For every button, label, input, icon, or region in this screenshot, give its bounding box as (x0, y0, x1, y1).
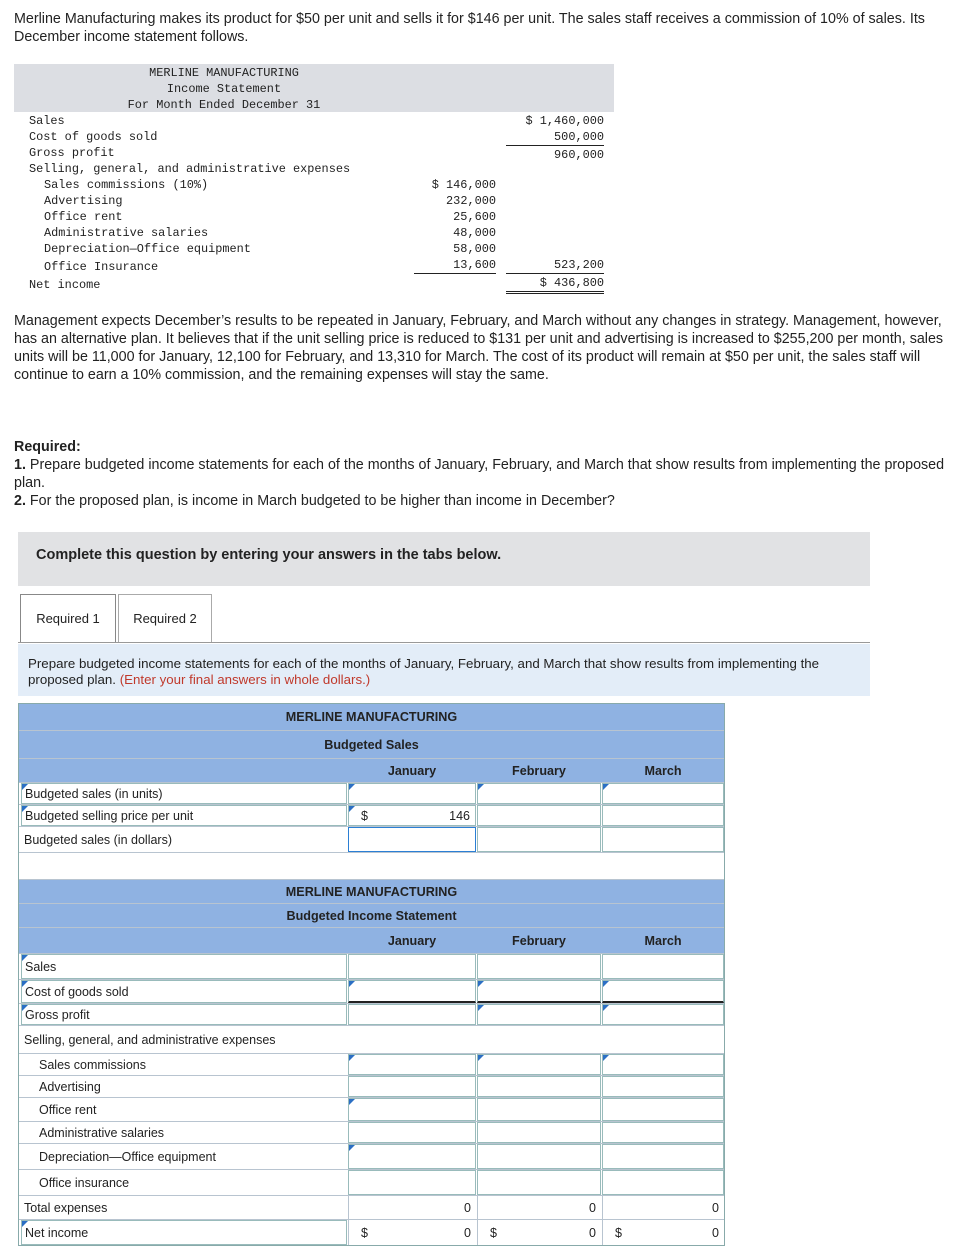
december-income-statement (14, 64, 614, 296)
flag-marker (22, 806, 28, 812)
instruction-note: (Enter your final answers in whole dollars.) (119, 672, 371, 687)
row-label (21, 1122, 347, 1143)
units-march-input[interactable] (602, 783, 724, 804)
currency-symbol: $ (615, 1225, 622, 1240)
q2-number: 2. (14, 493, 26, 509)
price-january-value: 146 (449, 808, 470, 823)
stmt-cogs-label: Cost of goods sold (29, 130, 158, 144)
cogs-january-input[interactable] (348, 980, 476, 1003)
stmt-exp-value: 13,600 (414, 258, 496, 274)
stmt-exp-value: 58,000 (453, 242, 496, 256)
flag-marker (22, 981, 28, 987)
row-label (21, 1026, 347, 1053)
row-label-text: Gross profit (25, 1007, 90, 1022)
total-march-value: 0 (602, 1196, 724, 1219)
insurance-january-input[interactable] (348, 1170, 476, 1195)
row-label-text: Sales commissions (39, 1057, 146, 1072)
salaries-march-input[interactable] (602, 1122, 724, 1143)
row-label-text: Cost of goods sold (25, 984, 129, 999)
row-label-text: Depreciation—Office equipment (39, 1149, 216, 1164)
flag-marker (603, 981, 609, 987)
flag-marker (22, 955, 28, 961)
stmt-exp-value: 232,000 (446, 194, 496, 208)
sales-dollars-february-input[interactable] (477, 827, 601, 852)
table-row (19, 1075, 724, 1097)
row-label-text: Selling, general, and administrative expenses (24, 1032, 276, 1047)
table-row (19, 1053, 724, 1075)
row-label-text: Administrative salaries (39, 1125, 165, 1140)
row-label (21, 1098, 347, 1121)
stmt-exp-label: Office Insurance (44, 260, 159, 274)
flag-marker (22, 1221, 28, 1227)
table-row (19, 1097, 724, 1121)
advertising-january-input[interactable] (348, 1076, 476, 1097)
ni-january-number: 0 (464, 1225, 471, 1240)
statement-company: MERLINE MANUFACTURING (149, 66, 299, 80)
depreciation-january-input[interactable] (348, 1144, 476, 1169)
month-january: January (387, 763, 437, 778)
q1-number: 1. (14, 457, 26, 473)
row-label (21, 1076, 347, 1097)
stmt-exp-label: Office rent (44, 210, 123, 224)
price-february-input[interactable] (477, 805, 601, 826)
month-february: February (512, 933, 566, 948)
income-table-title: Budgeted Income Statement (19, 903, 724, 927)
rent-march-input[interactable] (602, 1098, 724, 1121)
flag-marker (603, 1005, 609, 1011)
commissions-march-input[interactable] (602, 1054, 724, 1075)
rent-january-input[interactable] (348, 1098, 476, 1121)
tab-required-2[interactable]: Required 2 (118, 594, 212, 642)
ni-february-value (477, 1220, 601, 1245)
flag-marker (349, 806, 355, 812)
tab-divider (18, 642, 870, 643)
stmt-gp-label: Gross profit (29, 146, 115, 160)
row-label (21, 1170, 347, 1195)
row-label (21, 1004, 347, 1025)
stmt-sales-label: Sales (29, 114, 65, 128)
flag-marker (603, 1055, 609, 1061)
stmt-exp-label: Depreciation—Office equipment (44, 242, 251, 256)
q1-text: Prepare budgeted income statements for each of the months of January, February, and March that show results from implementing the proposed plan. (14, 457, 945, 491)
sales-table-title: Budgeted Sales (19, 730, 724, 758)
complete-banner (18, 532, 870, 586)
gp-february-input[interactable] (477, 1004, 601, 1025)
month-march: March (644, 933, 682, 948)
management-text: Management expects December’s results to be repeated in January, February, and March without any changes in strategy. Management, however, has an alternative plan. It believes that if the unit selling price is reduced to $131 per unit and advertising is increased to $255,200 per month, sales units will be 11,000 for January, 12,100 for February, and 13,310 for March. The cost of its product will remain at $50 per unit, the sales staff will continue to earn a 10% commission, and the remaining expenses will stay the same. (14, 313, 944, 383)
flag-marker (349, 784, 355, 790)
month-february: February (512, 763, 566, 778)
stmt-ni-value: $ 436,800 (506, 276, 604, 294)
row-label-text: Net income (25, 1225, 89, 1240)
table-row (19, 953, 724, 979)
flag-marker (478, 981, 484, 987)
sales-table-month-header (19, 758, 724, 782)
budgeted-income-table (18, 879, 725, 1246)
salaries-february-input[interactable] (477, 1122, 601, 1143)
row-label (21, 1144, 347, 1169)
table-row (19, 1121, 724, 1143)
advertising-february-input[interactable] (477, 1076, 601, 1097)
instruction-box (18, 644, 870, 696)
instruction-text (28, 656, 858, 688)
income-table-company: MERLINE MANUFACTURING (19, 879, 724, 903)
ni-march-value (602, 1220, 724, 1245)
sales-table-company: MERLINE MANUFACTURING (19, 704, 724, 730)
row-label-text: Office insurance (39, 1175, 130, 1190)
row-label (21, 954, 347, 979)
commissions-february-input[interactable] (477, 1054, 601, 1075)
stmt-exp-label: Sales commissions (10%) (44, 178, 209, 192)
total-january-value: 0 (348, 1196, 476, 1219)
stmt-exp-value: 25,600 (453, 210, 496, 224)
currency-symbol: $ (490, 1225, 497, 1240)
flag-marker (22, 784, 28, 790)
currency-symbol: $ (361, 1225, 368, 1240)
flag-marker (22, 1005, 28, 1011)
insurance-february-input[interactable] (477, 1170, 601, 1195)
month-january: January (387, 933, 437, 948)
gp-january-input[interactable] (348, 1004, 476, 1025)
price-january-input[interactable] (348, 805, 476, 826)
cogs-march-input[interactable] (602, 980, 724, 1003)
flag-marker (478, 1055, 484, 1061)
ni-march-number: 0 (712, 1225, 719, 1240)
stmt-sales-value: $ 1,460,000 (525, 114, 604, 128)
units-february-input[interactable] (477, 783, 601, 804)
stmt-gp-value: 960,000 (554, 148, 604, 162)
row-label-text: Total expenses (24, 1200, 108, 1215)
flag-marker (349, 981, 355, 987)
required-q2 (14, 492, 949, 510)
rent-february-input[interactable] (477, 1098, 601, 1121)
required-q1 (14, 456, 949, 492)
table-row (19, 1195, 724, 1219)
sales-march-input[interactable] (602, 954, 724, 979)
tab-required-1[interactable]: Required 1 (20, 594, 116, 642)
commissions-january-input[interactable] (348, 1054, 476, 1075)
table-row (19, 1025, 724, 1053)
stmt-total-expenses: 523,200 (506, 258, 604, 274)
flag-marker (478, 784, 484, 790)
row-label-text: Budgeted selling price per unit (25, 808, 194, 823)
table-row (19, 1169, 724, 1195)
budgeted-sales-table (18, 703, 725, 881)
advertising-march-input[interactable] (602, 1076, 724, 1097)
cogs-february-input[interactable] (477, 980, 601, 1003)
insurance-march-input[interactable] (602, 1170, 724, 1195)
flag-marker (603, 784, 609, 790)
stmt-exp-value: 48,000 (453, 226, 496, 240)
total-february-value: 0 (477, 1196, 601, 1219)
complete-text: Complete this question by entering your answers in the tabs below. (36, 547, 502, 563)
sales-dollars-january-input[interactable] (348, 827, 476, 852)
table-row (19, 1219, 724, 1245)
ni-january-value (348, 1220, 476, 1245)
currency-symbol: $ (361, 808, 368, 823)
sales-february-input[interactable] (477, 954, 601, 979)
statement-title: Income Statement (166, 82, 282, 96)
depreciation-march-input[interactable] (602, 1144, 724, 1169)
stmt-exp-label: Administrative salaries (44, 226, 209, 240)
row-label (21, 805, 347, 826)
row-label (21, 1196, 347, 1219)
stmt-ni-label: Net income (29, 278, 101, 292)
row-label (21, 783, 347, 804)
row-label-text: Office rent (39, 1102, 97, 1117)
row-label (21, 980, 347, 1003)
q2-text: For the proposed plan, is income in March budgeted to be higher than income in December? (29, 493, 615, 509)
stmt-exp-label: Advertising (44, 194, 123, 208)
required-heading: Required: (14, 439, 81, 455)
table-row (19, 1143, 724, 1169)
instruction-main: Prepare budgeted income statements for each of the months of January, February, and March that show results from implementing the proposed plan. (28, 656, 820, 687)
flag-marker (349, 1145, 355, 1151)
units-january-input[interactable] (348, 783, 476, 804)
stmt-exp-value: $ 146,000 (431, 178, 496, 192)
depreciation-february-input[interactable] (477, 1144, 601, 1169)
table-row (19, 979, 724, 1003)
table-row (19, 1003, 724, 1025)
stmt-sga-label: Selling, general, and administrative expenses (29, 162, 351, 176)
row-label-text: Advertising (39, 1079, 101, 1094)
row-label (21, 827, 347, 852)
spacer-row (19, 852, 724, 880)
flag-marker (349, 1099, 355, 1105)
row-label (21, 1054, 347, 1075)
sales-january-input[interactable] (348, 954, 476, 979)
ni-february-number: 0 (589, 1225, 596, 1240)
row-label-text: Sales (25, 959, 57, 974)
intro-text: Merline Manufacturing makes its product for $50 per unit and sells it for $146 per unit. The sales staff receives a commission of 10% of sales. Its December income statement follows. (14, 11, 925, 45)
statement-period: For Month Ended December 31 (127, 98, 321, 112)
income-table-month-header (19, 927, 724, 953)
row-label (21, 1220, 347, 1245)
flag-marker (478, 1005, 484, 1011)
sales-dollars-march-input[interactable] (602, 827, 724, 852)
month-march: March (644, 763, 682, 778)
row-label-text: Budgeted sales (in dollars) (24, 832, 172, 847)
gp-march-input[interactable] (602, 1004, 724, 1025)
price-march-input[interactable] (602, 805, 724, 826)
table-row (19, 826, 724, 852)
table-row (19, 804, 724, 826)
table-row (19, 782, 724, 804)
salaries-january-input[interactable] (348, 1122, 476, 1143)
flag-marker (349, 1055, 355, 1061)
row-label-text: Budgeted sales (in units) (25, 786, 163, 801)
stmt-cogs-value: 500,000 (506, 130, 604, 146)
